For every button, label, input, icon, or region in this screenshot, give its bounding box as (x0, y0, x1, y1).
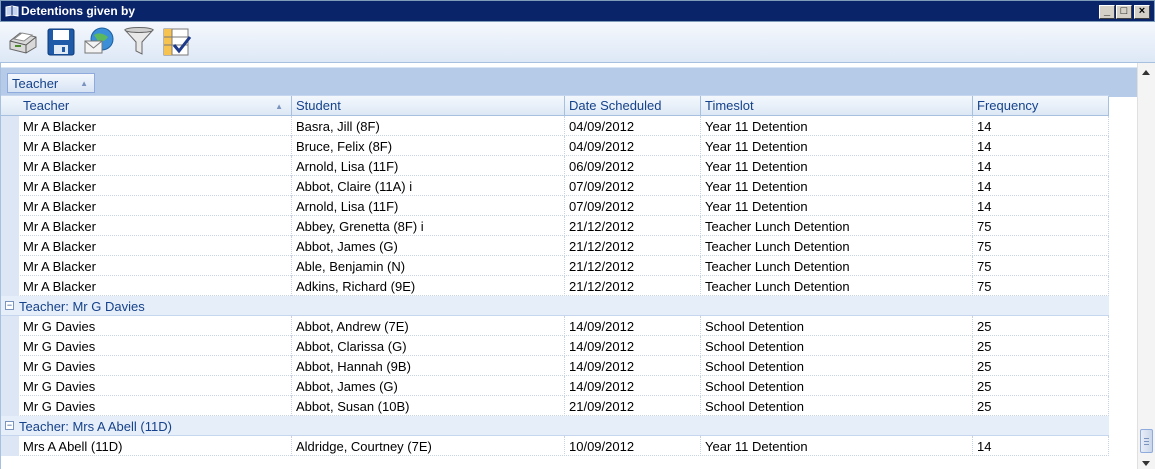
book-icon (5, 5, 19, 17)
row-indent (1, 356, 19, 376)
group-row-label: Teacher: Mrs A Abell (11D) (19, 419, 172, 434)
window-title: Detentions given by (21, 4, 136, 18)
scroll-up-arrow-icon[interactable] (1142, 70, 1150, 75)
table-cell: Mr A Blacker (19, 176, 292, 196)
table-cell: Abbot, Hannah (9B) (292, 356, 565, 376)
table-cell: 75 (973, 276, 1109, 296)
table-cell: Teacher Lunch Detention (701, 216, 973, 236)
table-cell: 21/12/2012 (565, 236, 701, 256)
table-cell: Adkins, Richard (9E) (292, 276, 565, 296)
row-indent (1, 176, 19, 196)
table-cell: 14/09/2012 (565, 336, 701, 356)
table-cell: 25 (973, 376, 1109, 396)
row-indent (1, 336, 19, 356)
row-indent (1, 116, 19, 136)
grid-header (1, 95, 1109, 116)
table-cell: 14 (973, 116, 1109, 136)
table-cell: 04/09/2012 (565, 136, 701, 156)
column-chooser-icon (160, 25, 194, 59)
table-cell: Teacher Lunch Detention (701, 256, 973, 276)
collapse-icon[interactable]: − (6, 420, 13, 430)
table-cell: 14 (973, 136, 1109, 156)
print-button[interactable] (6, 25, 40, 59)
table-cell: Year 11 Detention (701, 176, 973, 196)
column-header-label: Teacher (23, 98, 70, 113)
table-row[interactable] (1, 396, 1109, 416)
filter-icon (122, 25, 156, 59)
group-row[interactable] (1, 296, 1109, 316)
table-cell: Bruce, Felix (8F) (292, 136, 565, 156)
table-row[interactable] (1, 136, 1109, 156)
table-cell: Mr G Davies (19, 356, 292, 376)
email-icon (82, 25, 116, 59)
table-cell: 10/09/2012 (565, 436, 701, 456)
table-cell: 21/09/2012 (565, 396, 701, 416)
column-header-label: Date Scheduled (569, 98, 662, 113)
table-row[interactable] (1, 256, 1109, 276)
table-cell: Abbot, Susan (10B) (292, 396, 565, 416)
scroll-down-arrow-icon[interactable] (1142, 461, 1150, 466)
table-cell: 14/09/2012 (565, 356, 701, 376)
table-cell: 14 (973, 196, 1109, 216)
table-cell: 25 (973, 336, 1109, 356)
row-indent (1, 256, 19, 276)
table-row[interactable] (1, 116, 1109, 136)
row-indent (1, 136, 19, 156)
table-cell: Mr G Davies (19, 316, 292, 336)
row-indent (1, 216, 19, 236)
table-cell: 21/12/2012 (565, 256, 701, 276)
table-row[interactable] (1, 356, 1109, 376)
table-row[interactable] (1, 236, 1109, 256)
title-bar (0, 0, 1155, 22)
table-cell: Aldridge, Courtney (7E) (292, 436, 565, 456)
table-cell: 14 (973, 156, 1109, 176)
vertical-scrollbar[interactable] (1137, 63, 1155, 469)
grip-line (1144, 441, 1149, 442)
table-cell: Arnold, Lisa (11F) (292, 196, 565, 216)
toolbar (0, 22, 1155, 63)
row-indent (1, 196, 19, 216)
table-row[interactable] (1, 156, 1109, 176)
table-cell: Mr A Blacker (19, 156, 292, 176)
table-row[interactable] (1, 436, 1109, 456)
table-cell: School Detention (701, 356, 973, 376)
table-cell: 14 (973, 176, 1109, 196)
table-row[interactable] (1, 376, 1109, 396)
group-by-chip-label: Teacher (12, 76, 59, 91)
column-header-label: Student (296, 98, 341, 113)
table-cell: Abbot, James (G) (292, 376, 565, 396)
table-cell: 75 (973, 216, 1109, 236)
group-by-panel (1, 67, 1137, 97)
save-icon (44, 25, 78, 59)
table-row[interactable] (1, 196, 1109, 216)
table-row[interactable] (1, 216, 1109, 236)
table-cell: Year 11 Detention (701, 436, 973, 456)
maximize-button[interactable]: □ (1116, 5, 1132, 19)
grip-line (1144, 444, 1149, 445)
table-cell: Mrs A Abell (11D) (19, 436, 292, 456)
column-header-teacher[interactable] (19, 96, 292, 116)
table-cell: 14 (973, 436, 1109, 456)
table-cell: Mr G Davies (19, 376, 292, 396)
table-cell: Basra, Jill (8F) (292, 116, 565, 136)
sort-ascending-icon: ▲ (80, 79, 88, 88)
table-cell: Abbot, Andrew (7E) (292, 316, 565, 336)
table-cell: Able, Benjamin (N) (292, 256, 565, 276)
table-cell: Mr G Davies (19, 336, 292, 356)
sort-ascending-icon: ▲ (275, 102, 283, 111)
table-cell: School Detention (701, 396, 973, 416)
table-cell: Mr A Blacker (19, 196, 292, 216)
row-indent (1, 436, 19, 456)
table-cell: 07/09/2012 (565, 196, 701, 216)
table-cell: Mr G Davies (19, 396, 292, 416)
table-cell: Arnold, Lisa (11F) (292, 156, 565, 176)
table-cell: Abbey, Grenetta (8F) i (292, 216, 565, 236)
row-indent (1, 156, 19, 176)
table-cell: 25 (973, 356, 1109, 376)
column-header-timeslot[interactable] (701, 96, 973, 116)
group-by-teacher-chip[interactable] (7, 73, 95, 93)
row-indent (1, 376, 19, 396)
printer-icon (6, 25, 40, 59)
column-header-frequency[interactable] (973, 96, 1109, 116)
table-cell: 21/12/2012 (565, 216, 701, 236)
table-cell: 07/09/2012 (565, 176, 701, 196)
table-cell: Mr A Blacker (19, 116, 292, 136)
table-cell: 14/09/2012 (565, 316, 701, 336)
table-row[interactable] (1, 336, 1109, 356)
collapse-icon[interactable]: − (6, 300, 13, 310)
table-cell: School Detention (701, 316, 973, 336)
table-cell: 75 (973, 236, 1109, 256)
table-row[interactable] (1, 276, 1109, 296)
table-cell: Teacher Lunch Detention (701, 276, 973, 296)
table-cell: Mr A Blacker (19, 256, 292, 276)
table-cell: Year 11 Detention (701, 156, 973, 176)
filter-button[interactable] (122, 25, 156, 59)
table-cell: 04/09/2012 (565, 116, 701, 136)
table-cell: Year 11 Detention (701, 196, 973, 216)
scroll-thumb[interactable] (1140, 429, 1153, 453)
save-button[interactable] (44, 25, 78, 59)
table-cell: Abbot, Clarissa (G) (292, 336, 565, 356)
column-header-date-scheduled[interactable] (565, 96, 701, 116)
minimize-button[interactable]: _ (1099, 5, 1115, 19)
table-cell: 06/09/2012 (565, 156, 701, 176)
table-cell: Mr A Blacker (19, 236, 292, 256)
row-indent (1, 236, 19, 256)
column-header-label: Frequency (977, 98, 1039, 113)
close-button[interactable]: × (1134, 5, 1150, 19)
column-header-student[interactable] (292, 96, 565, 116)
row-indent (1, 276, 19, 296)
table-cell: School Detention (701, 336, 973, 356)
data-grid (0, 63, 1155, 469)
table-cell: Year 11 Detention (701, 116, 973, 136)
table-cell: Abbot, James (G) (292, 236, 565, 256)
table-cell: Mr A Blacker (19, 136, 292, 156)
table-cell: 14/09/2012 (565, 376, 701, 396)
table-cell: Teacher Lunch Detention (701, 236, 973, 256)
table-cell: 21/12/2012 (565, 276, 701, 296)
row-indent (1, 316, 19, 336)
table-cell: Mr A Blacker (19, 276, 292, 296)
table-cell: 25 (973, 396, 1109, 416)
group-row[interactable] (1, 416, 1109, 436)
email-button[interactable] (82, 25, 116, 59)
table-cell: School Detention (701, 376, 973, 396)
row-indent (1, 396, 19, 416)
table-cell: 25 (973, 316, 1109, 336)
column-header-label: Timeslot (705, 98, 754, 113)
table-row[interactable] (1, 316, 1109, 336)
table-cell: Mr A Blacker (19, 216, 292, 236)
group-row-label: Teacher: Mr G Davies (19, 299, 145, 314)
table-cell: Year 11 Detention (701, 136, 973, 156)
table-cell: 75 (973, 256, 1109, 276)
table-cell: Abbot, Claire (11A) i (292, 176, 565, 196)
table-row[interactable] (1, 176, 1109, 196)
grip-line (1144, 438, 1149, 439)
column-chooser-button[interactable] (160, 25, 194, 59)
